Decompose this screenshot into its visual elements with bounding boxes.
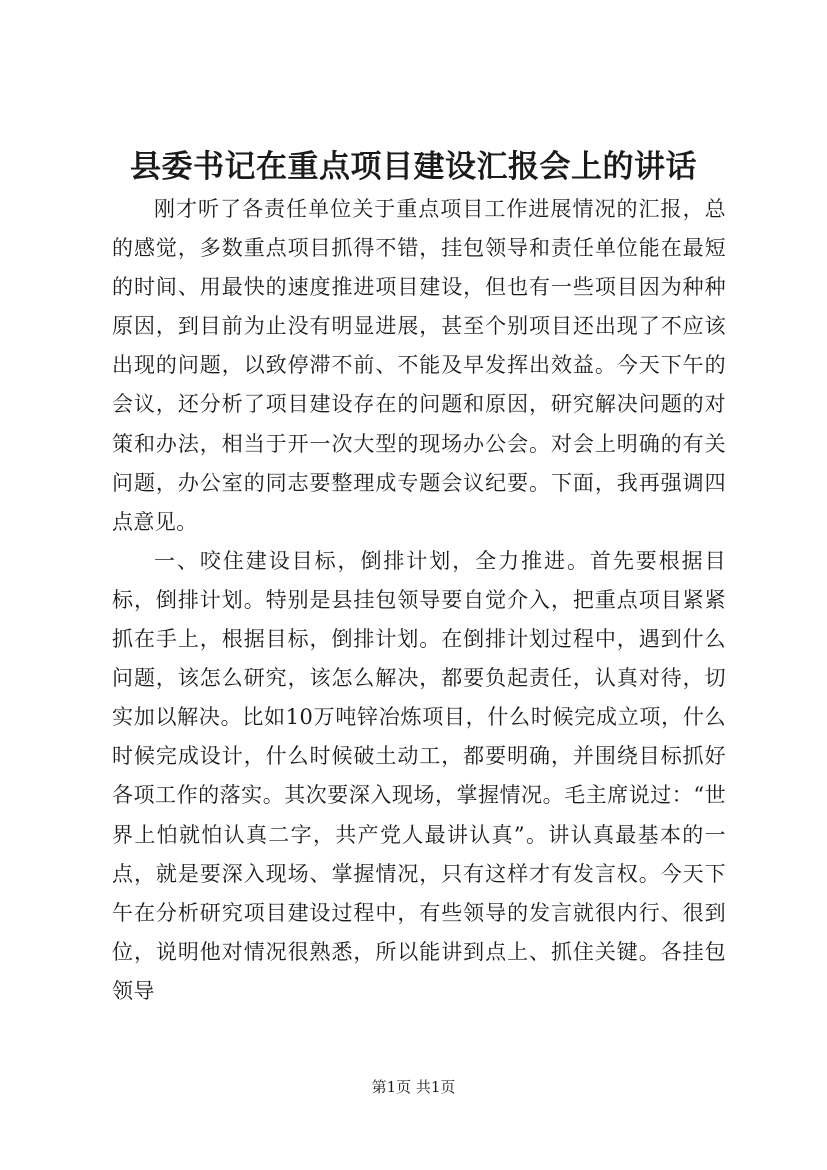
- paragraph-intro: 刚才听了各责任单位关于重点项目工作进展情况的汇报，总的感觉，多数重点项目抓得不错，挂包领导和责任单位能在最短的时间、用最快的速度推进项目建设，但也有一些项目因为种种原因，到目前为止没有明显进展，甚至个别项目还出现了不应该出现的问题，以致停滞不前、不能及早发挥出效益。今天下午的会议，还分析了项目建设存在的问题和原因，研究解决问题的对策和办法，相当于开一次大型的现场办公会。对会上明确的有关问题，办公室的同志要整理成专题会议纪要。下面，我再强调四点意见。: [112, 197, 726, 534]
- page-footer: 第1页 共1页: [371, 1078, 456, 1096]
- paragraph-point-one: 一、咬住建设目标，倒排计划，全力推进。首先要根据目标，倒排计划。特别是县挂包领导要自觉介入，把重点项目紧紧抓在手上，根据目标，倒排计划。在倒排计划过程中，遇到什么问题，该怎么研究，该怎么解决，都要负起责任，认真对待，切实加以解决。比如10万吨锌冶炼项目，什么时候完成立项，什么时候完成设计，什么时候破土动工，都要明确，并围绕目标抓好各项工作的落实。其次要深入现场，掌握情况。毛主席说过：“世界上怕就怕认真二字，共产党人最讲认真”。讲认真最基本的一点，就是要深入现场、掌握情况，只有这样才有发言权。今天下午在分析研究项目建设过程中，有些领导的发言就很内行、很到位，说明他对情况很熟悉，所以能讲到点上、抓住关键。各挂包领导: [112, 548, 726, 1003]
- document-body: [112, 190, 726, 1011]
- document-title: 县委书记在重点项目建设汇报会上的讲话: [130, 149, 697, 185]
